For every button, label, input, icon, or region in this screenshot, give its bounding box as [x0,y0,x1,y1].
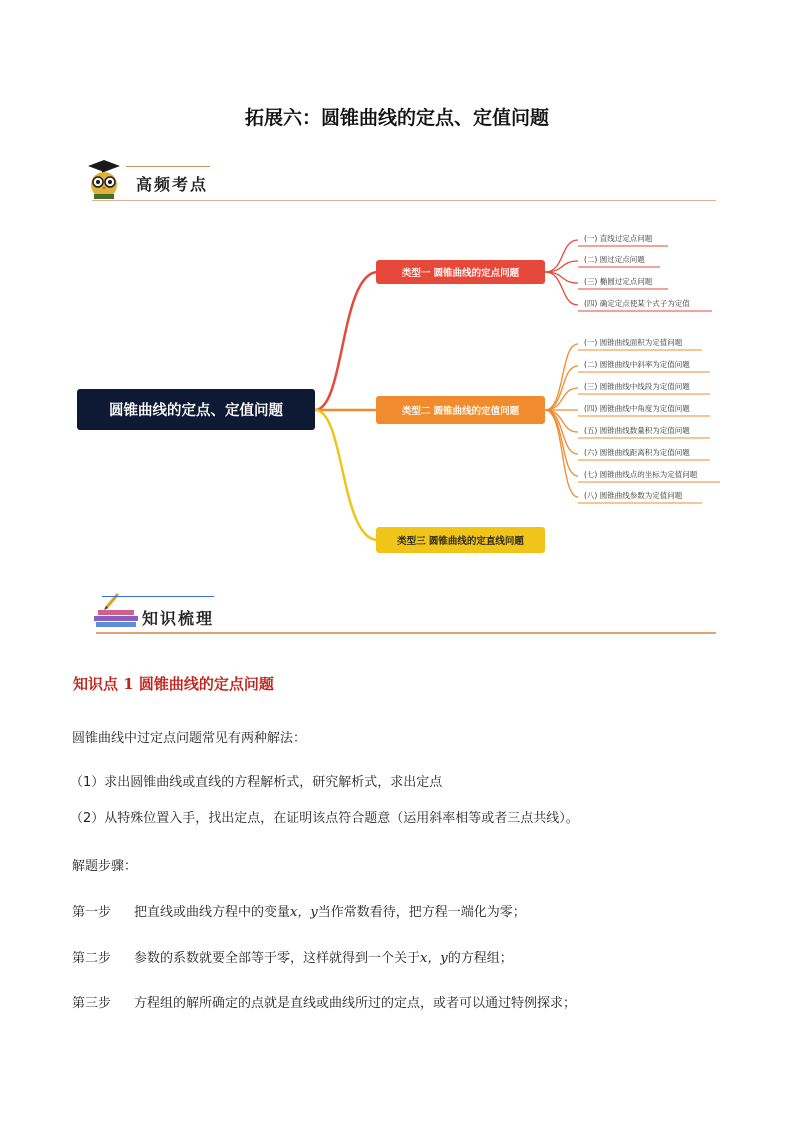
type2-item: (八) 圆锥曲线参数为定值问题 [584,491,683,500]
banner-high-frequency [84,158,716,204]
type2-label: 类型二 圆锥曲线的定值问题 [401,406,520,417]
owl-icon [84,158,124,200]
step-label: 第一步 [72,905,112,920]
step-3: 第三步 方程组的解所确定的点就是直线或曲线所过的定点，或者可以通过特例探求； [72,992,576,1011]
type2-item: (一) 圆锥曲线面积为定值问题 [584,338,683,347]
variable: x，y [420,951,448,966]
variable: x，y [290,905,318,920]
type2-item: (六) 圆锥曲线距离积为定值问题 [584,448,690,457]
step-2: 第二步 参数的系数就要全部等于零，这样就得到一个关于x，y的方程组； [72,947,513,966]
type3-box [376,527,545,553]
step-label: 第二步 [72,951,112,966]
type1-box [376,260,545,284]
type1-item: (三) 椭圆过定点问题 [584,277,653,286]
steps-title: 解题步骤： [72,859,138,874]
method-2: （2）从特殊位置入手，找出定点，在证明该点符合题意（运用斜率相等或者三点共线）。 [70,811,579,826]
banner-knowledge [92,584,716,636]
method-1: （1）求出圆锥曲线或直线的方程解析式，研究解析式，求出定点 [70,775,443,790]
type1-item: (四) 确定定点使某个式子为定值 [584,299,690,308]
root-label: 圆锥曲线的定点、定值问题 [109,403,283,419]
banner-label: 高频考点 [136,175,209,194]
type1-item: (二) 圆过定点问题 [584,255,645,264]
step-1: 第一步 把直线或曲线方程中的变量x，y当作常数看待，把方程一端化为零； [72,901,526,920]
section-heading: 知识点 1 圆锥曲线的定点问题 [73,675,274,693]
intro-text: 圆锥曲线中过定点问题常见有两种解法： [72,731,307,746]
books-icon [92,592,142,632]
type2-item: (三) 圆锥曲线中线段为定值问题 [584,382,690,391]
type3-label: 类型三 圆锥曲线的定直线问题 [397,536,524,547]
type2-item: (七) 圆锥曲线点的坐标为定值问题 [584,470,698,479]
page-title: 拓展六：圆锥曲线的定点、定值问题 [244,107,549,129]
mindmap-root [77,389,315,430]
type2-item: (二) 圆锥曲线中斜率为定值问题 [584,360,690,369]
type2-item: (四) 圆锥曲线中角度为定值问题 [584,404,690,413]
step-label: 第三步 [72,996,112,1011]
banner-label: 知识梳理 [142,609,215,628]
type2-box [376,396,545,424]
type2-item: (五) 圆锥曲线数量积为定值问题 [584,426,690,435]
type1-item: (一) 直线过定点问题 [584,234,653,243]
type1-label: 类型一 圆锥曲线的定点问题 [401,268,520,279]
